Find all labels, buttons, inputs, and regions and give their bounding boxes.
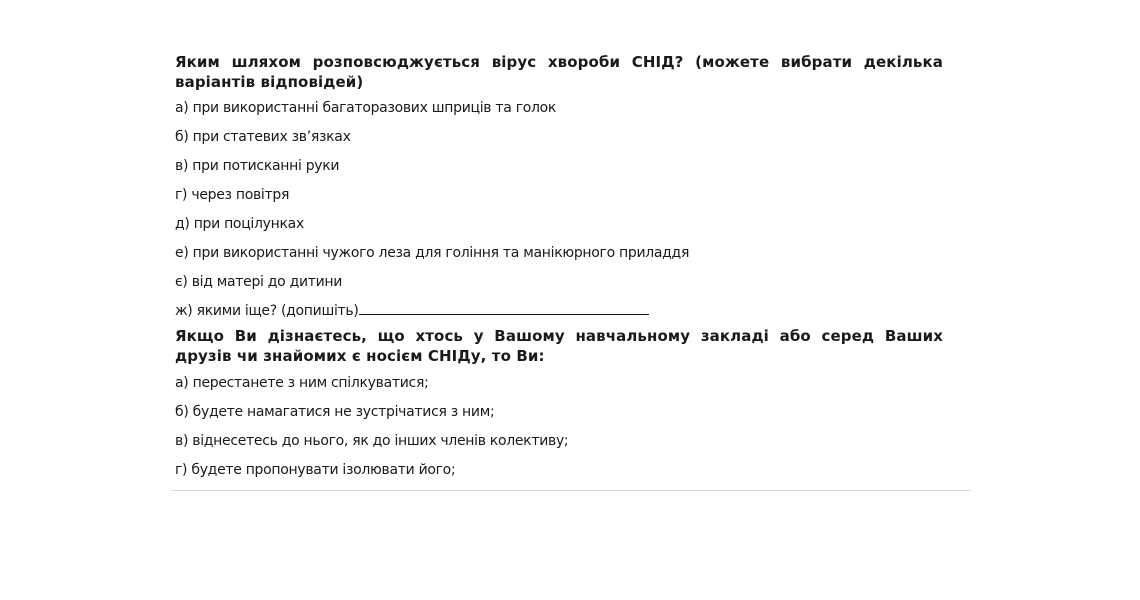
survey-document	[175, 50, 943, 485]
q2-option-a: а) перестанете з ним спілкуватися;	[175, 375, 429, 391]
bottom-divider	[171, 490, 971, 491]
q1-option-g: г) через повітря	[175, 187, 290, 203]
question-1-text: Яким шляхом розповсюджується вірус хвороби СНІД? (можете вибрати декілька варіантів відповідей)	[175, 53, 943, 91]
q1-option-zh-row	[175, 297, 943, 326]
q1-option-ye: є) від матері до дитини	[175, 274, 343, 290]
q1-option-d: д) при поцілунках	[175, 216, 304, 232]
question-1-options	[175, 94, 943, 326]
q1-option-b: б) при статевих зв’язках	[175, 129, 351, 145]
q1-option-a: а) при використанні багаторазових шприців та голок	[175, 100, 557, 116]
q1-option-e: е) при використанні чужого леза для гоління та манікюрного приладдя	[175, 245, 690, 261]
q2-option-g: г) будете пропонувати ізолювати його;	[175, 462, 456, 478]
q1-option-v: в) при потисканні руки	[175, 158, 340, 174]
q2-option-v: в) віднесетесь до нього, як до інших членів колективу;	[175, 433, 569, 449]
q1-option-zh: ж) якими іще? (допишіть)	[175, 303, 359, 319]
question-2-text: Якщо Ви дізнаєтесь, що хтось у Вашому навчальному закладі або серед Ваших друзів чи знайомих є носієм СНІДу, то Ви:	[175, 327, 943, 365]
question-2-options	[175, 369, 943, 485]
q2-option-b: б) будете намагатися не зустрічатися з ним;	[175, 404, 495, 420]
write-in-blank-line[interactable]	[359, 300, 649, 315]
